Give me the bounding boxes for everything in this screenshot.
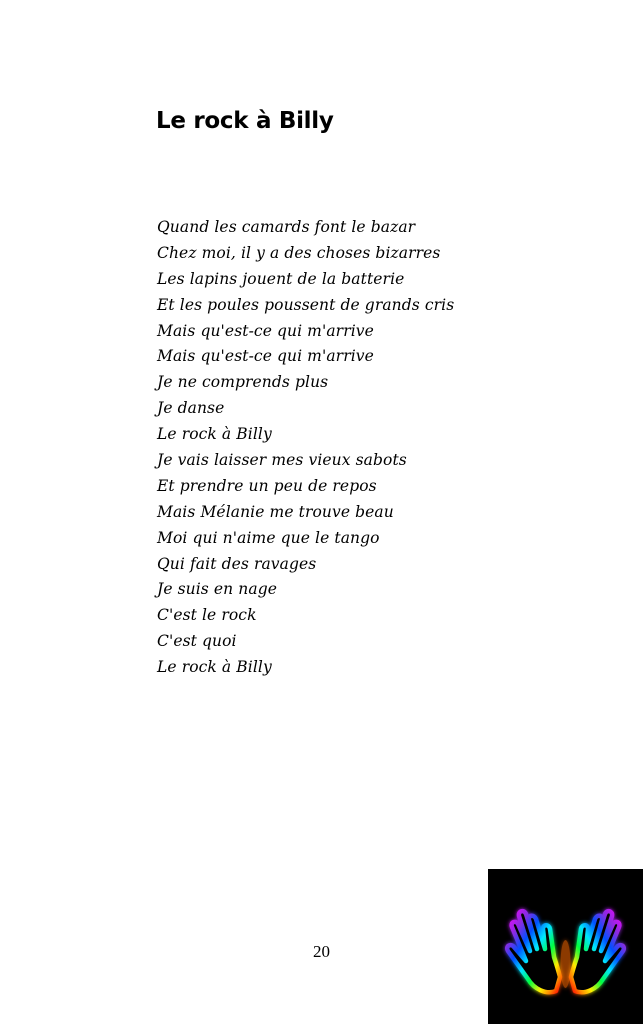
- poem-line: Les lapins jouent de la batterie: [157, 269, 405, 288]
- page-number: 20: [313, 942, 330, 961]
- poem-line: Quand les camards font le bazar: [157, 218, 416, 236]
- poem-line: Qui fait des ravages: [157, 554, 317, 573]
- poem-line: Le rock à Billy: [157, 425, 272, 444]
- poem-line: Je ne comprends plus: [157, 373, 329, 392]
- rainbow-hands-logo-icon: [488, 869, 643, 1024]
- poem-line: C'est quoi: [157, 632, 237, 651]
- poem-line: C'est le rock: [157, 606, 257, 625]
- poem-line: Et les poules poussent de grands cris: [157, 295, 455, 314]
- page-title: Le rock à Billy: [156, 108, 334, 134]
- poem-line: Mais qu'est-ce qui m'arrive: [157, 321, 374, 340]
- poem-line: Je vais laisser mes vieux sabots: [157, 451, 407, 470]
- poem-line: Je danse: [157, 399, 225, 418]
- poem-line: Moi qui n'aime que le tango: [157, 528, 380, 547]
- poem-line: Le rock à Billy: [157, 658, 272, 677]
- poem-line: Je suis en nage: [157, 580, 277, 599]
- poem-line: Chez moi, il y a des choses bizarres: [157, 243, 441, 262]
- poem-lines: [157, 215, 454, 681]
- poem-line: Mais Mélanie me trouve beau: [157, 502, 394, 521]
- poem-line: Et prendre un peu de repos: [157, 476, 377, 495]
- poem-line: Mais qu'est-ce qui m'arrive: [157, 347, 374, 366]
